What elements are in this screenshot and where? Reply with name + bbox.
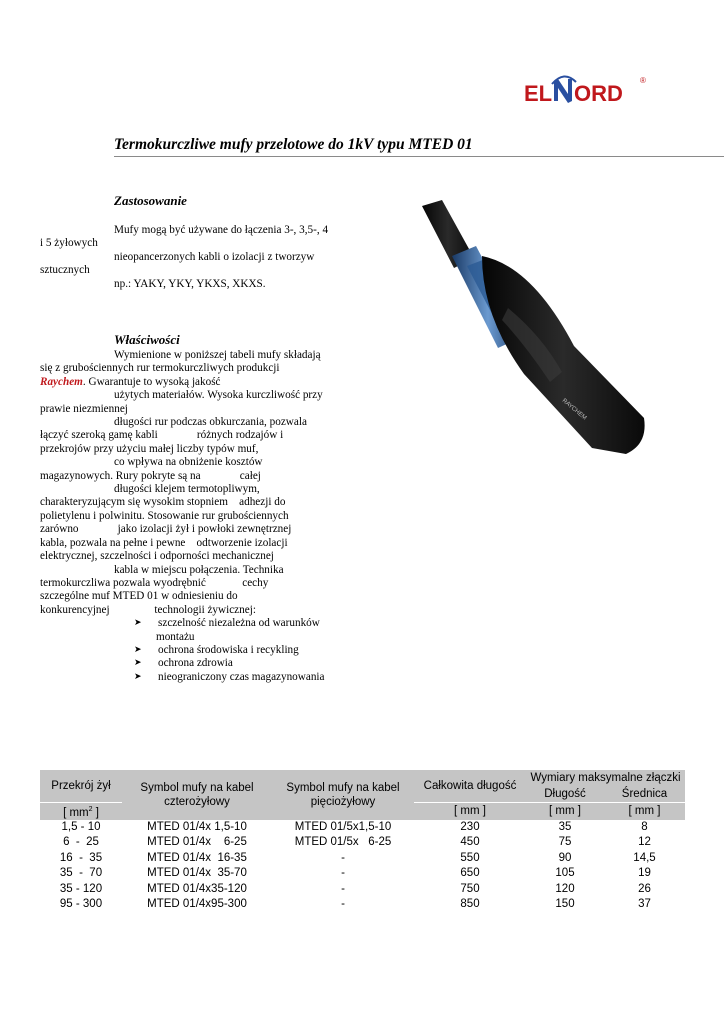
cell-przekroj: 35 - 70 [59, 867, 103, 880]
application-line: np.: YAKY, YKY, YKXS, XKXS. [114, 277, 266, 290]
cell-symbol-4: MTED 01/4x 6-25 [147, 836, 247, 849]
cell-length: 230 [460, 820, 480, 833]
specification-table [40, 770, 685, 913]
list-item [40, 631, 365, 644]
cell-dlugosc: 150 [555, 898, 575, 911]
application-line: i 5 żyłowych [40, 237, 98, 250]
application-line: sztucznych [40, 264, 90, 277]
table-row [40, 820, 685, 836]
cell-symbol-5: - [341, 898, 345, 911]
header-length: Całkowita długość [414, 770, 526, 803]
properties-line: się z grubościennych rur termokurczliwych produkcji [40, 362, 280, 375]
properties-heading: Właściwości [114, 332, 180, 347]
header-przekroj-unit [40, 803, 122, 820]
table-row [40, 835, 685, 851]
properties-line: długości rur podczas obkurczania, pozwala [114, 416, 307, 429]
raychem-brand: Raychem [40, 375, 83, 388]
properties-line: magazynowych. Rury pokryte są na całej [40, 469, 261, 482]
properties-line: długości klejem termotopliwym, [114, 483, 260, 496]
svg-text:ORD: ORD [574, 81, 623, 106]
header-przekroj: Przekrój żył [40, 770, 122, 803]
cell-length: 650 [460, 867, 480, 880]
cell-length: 450 [460, 836, 480, 849]
properties-line: szczególne muf MTED 01 w odniesieniu do [40, 590, 238, 603]
cell-symbol-5: - [341, 882, 345, 895]
arrow-bullet-icon: ➤ [134, 618, 142, 629]
list-item-text: ochrona zdrowia [158, 657, 233, 670]
cell-dlugosc: 35 [558, 820, 572, 833]
properties-line: kabla, pozwala na pełne i pewne odtworzenie izolacji [40, 536, 288, 549]
unit-sup: 2 [88, 806, 93, 813]
cell-przekroj: 6 - 25 [63, 836, 99, 849]
cell-dlugosc: 105 [555, 867, 575, 880]
cell-length: 850 [460, 898, 480, 911]
properties-line: użytych materiałów. Wysoka kurczliwość przy [114, 389, 323, 402]
header-srednica-unit: [ mm ] [604, 803, 685, 820]
properties-line [40, 376, 365, 389]
header-length-unit: [ mm ] [414, 803, 526, 820]
cell-symbol-4: MTED 01/4x35-120 [147, 882, 247, 895]
properties-line: co wpływa na obniżenie kosztów [114, 456, 263, 469]
application-line: nieopancerzonych kabli o izolacji z tworzyw [114, 250, 315, 263]
header-dlugosc-unit: [ mm ] [526, 803, 604, 820]
cell-length: 550 [460, 851, 480, 864]
properties-line: zarówno jako izolacji żył i powłoki zewnętrznej [40, 523, 292, 536]
header-srednica: Średnica [604, 786, 685, 803]
properties-line: charakteryzującym się wysokim stopniem adhezji do [40, 496, 286, 509]
list-item-text: nieograniczony czas magazynowania [158, 670, 325, 683]
properties-line: łączyć szeroką gamę kabli różnych rodzajów i [40, 429, 284, 442]
cell-dlugosc: 75 [558, 836, 572, 849]
table-row [40, 851, 685, 867]
cell-symbol-5: MTED 01/5x1,5-10 [294, 820, 392, 833]
properties-line: Wymienione w poniższej tabeli mufy składają [114, 349, 321, 361]
cell-symbol-5: MTED 01/5x 6-25 [294, 836, 392, 849]
page-title: Termokurczliwe mufy przelotowe do 1kV typu MTED 01 [114, 136, 473, 153]
properties-line: polietylenu i polwinitu. Stosowanie rur grubościennych [40, 509, 289, 522]
list-item-text: ochrona środowiska i recykling [158, 643, 299, 656]
cell-symbol-4: MTED 01/4x95-300 [147, 898, 247, 911]
header-dimensions: Wymiary maksymalne złączki [526, 770, 685, 786]
cell-przekroj: 35 - 120 [59, 882, 103, 895]
cell-przekroj: 16 - 35 [59, 851, 103, 864]
header-symbol-4: Symbol mufy na kabel czterożyłowy [122, 770, 272, 820]
list-item [40, 644, 365, 657]
list-item [40, 657, 365, 670]
list-item [40, 617, 365, 630]
arrow-bullet-icon: ➤ [134, 644, 142, 655]
cell-symbol-4: MTED 01/4x 1,5-10 [147, 820, 247, 833]
application-text [40, 224, 365, 291]
properties-line: kabla w miejscu połączenia. Technika [114, 563, 284, 576]
header-symbol-5: Symbol mufy na kabel pięciożyłowy [272, 770, 414, 820]
svg-text:EL: EL [524, 81, 553, 106]
cell-symbol-5: - [341, 851, 345, 864]
table-row [40, 897, 685, 913]
feature-list [40, 617, 365, 684]
unit-end: ] [92, 806, 99, 819]
cell-dlugosc: 90 [558, 851, 572, 864]
cell-srednica: 19 [638, 867, 651, 880]
cell-dlugosc: 120 [555, 882, 575, 895]
svg-text:RAYCHEM: RAYCHEM [560, 397, 588, 422]
cell-przekroj: 95 - 300 [59, 898, 103, 911]
properties-line: elektrycznej, szczelności i odporności mechanicznej [40, 550, 274, 563]
cell-symbol-5: - [341, 867, 345, 880]
unit-text: [ mm [63, 806, 89, 819]
application-heading: Zastosowanie [114, 193, 187, 208]
properties-line: prawie niezmiennej [40, 402, 128, 415]
arrow-bullet-icon: ➤ [134, 658, 142, 669]
properties-text [40, 349, 365, 684]
table-row [40, 866, 685, 882]
properties-line-rest: . Gwarantuje to wysoką jakość [82, 375, 221, 388]
properties-line: konkurencyjnej technologii żywicznej: [40, 603, 256, 616]
list-item-text: szczelność niezależna od warunków [158, 617, 320, 630]
arrow-bullet-icon: ➤ [134, 671, 142, 682]
registered-mark: ® [640, 76, 646, 85]
cell-srednica: 8 [641, 820, 648, 833]
application-line: Mufy mogą być używane do łączenia 3-, 3,5-, 4 [114, 224, 329, 236]
properties-line: przekrojów przy użyciu małej liczby typów muf, [40, 442, 259, 455]
elnord-logo [524, 70, 654, 110]
title-divider [114, 156, 724, 157]
cell-przekroj: 1,5 - 10 [61, 820, 101, 833]
cell-srednica: 12 [638, 836, 651, 849]
cell-length: 750 [460, 882, 480, 895]
properties-line: termokurczliwa pozwala wyodrębnić cechy [40, 576, 269, 589]
list-item-text: montażu [156, 630, 195, 643]
cell-srednica: 26 [638, 882, 651, 895]
table-row [40, 882, 685, 898]
cable-joint-photo [412, 196, 652, 466]
cell-symbol-4: MTED 01/4x 16-35 [147, 851, 247, 864]
cell-srednica: 37 [638, 898, 651, 911]
cell-symbol-4: MTED 01/4x 35-70 [147, 867, 247, 880]
list-item [40, 671, 365, 684]
header-dlugosc: Długość [526, 786, 604, 803]
cell-srednica: 14,5 [633, 851, 656, 864]
